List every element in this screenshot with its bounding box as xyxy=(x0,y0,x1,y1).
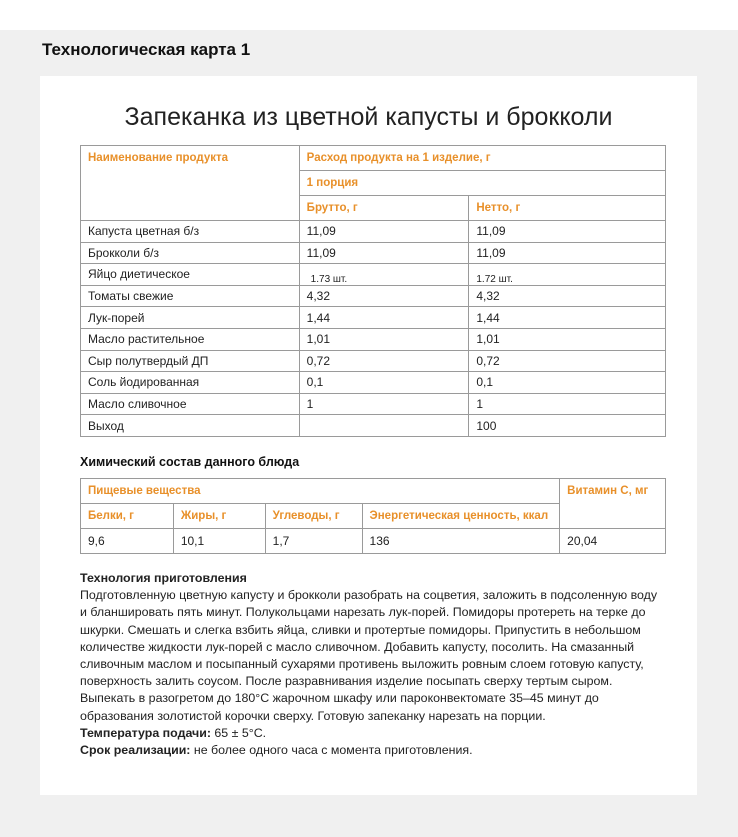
fat-value: 10,1 xyxy=(173,529,265,554)
ingredient-net: 1.72 шт. xyxy=(469,264,666,286)
table-row xyxy=(81,307,666,329)
serving-temperature xyxy=(80,725,666,742)
ingredient-name: Капуста цветная б/з xyxy=(81,221,300,243)
chem-composition-title: Химический состав данного блюда xyxy=(80,455,300,469)
ingredient-name: Масло сливочное xyxy=(81,393,300,415)
ingredient-name: Лук-порей xyxy=(81,307,300,329)
ingredient-net: 1,01 xyxy=(469,328,666,350)
protein-value: 9,6 xyxy=(81,529,174,554)
table-row xyxy=(81,372,666,394)
ingredient-gross: 11,09 xyxy=(299,242,469,264)
ingredient-net: 1 xyxy=(469,393,666,415)
ingredient-gross: 1,44 xyxy=(299,307,469,329)
technology-text: Подготовленную цветную капусту и брокколи разобрать на соцветия, заложить в подсоленную воду и бланшировать пять минут. Полукольцами нарезать лук-порей. Помидоры протереть на терке до шкурки. Смешать и слегка взбить яйца, сливки и протертые помидоры. Припустить в небольшом количестве жидкости лук-порей с масло сливочном. Добавить капусту, посолить. На смазанный сливочным маслом и посыпанный сухарями противень выложить ровным слоем готовую капусту, поверхность залить соусом. После разравнивания изделие посыпать сверху тертым сыром. Выпекать в разогретом до 180°С жарочном шкафу или пароконвектомате 35–45 минут до образования золотистой корочки сверху. Готовую запеканку нарезать на порции. xyxy=(80,588,658,723)
table-row-yield xyxy=(81,415,666,437)
shelf-life xyxy=(80,742,666,759)
serving-temp-label: Температура подачи: xyxy=(80,725,211,740)
ingredient-net: 1,44 xyxy=(469,307,666,329)
table-row xyxy=(81,350,666,372)
col-header-protein: Белки, г xyxy=(81,504,174,529)
table-row xyxy=(81,264,666,286)
ingredient-name: Сыр полутвердый ДП xyxy=(81,350,300,372)
ingredient-name: Масло растительное xyxy=(81,328,300,350)
ingredient-name: Соль йодированная xyxy=(81,372,300,394)
carbs-value: 1,7 xyxy=(265,529,362,554)
ingredients-table xyxy=(80,145,666,437)
ingredient-gross: 1 xyxy=(299,393,469,415)
shelf-life-value: не более одного часа с момента приготовления. xyxy=(190,743,473,758)
table-row xyxy=(81,242,666,264)
ingredient-gross: 1,01 xyxy=(299,328,469,350)
card-label: Технологическая карта 1 xyxy=(42,40,251,59)
col-header-name: Наименование продукта xyxy=(81,146,300,221)
ingredient-name: Выход xyxy=(81,415,300,437)
table-row xyxy=(81,221,666,243)
col-header-fat: Жиры, г xyxy=(173,504,265,529)
table-row xyxy=(81,529,666,554)
table-row xyxy=(81,285,666,307)
ingredient-name: Брокколи б/з xyxy=(81,242,300,264)
ingredient-name: Яйцо диетическое xyxy=(81,264,300,286)
col-header-carbs: Углеводы, г xyxy=(265,504,362,529)
col-header-gross: Брутто, г xyxy=(299,196,469,221)
ingredient-net: 0,72 xyxy=(469,350,666,372)
table-row xyxy=(81,328,666,350)
ingredient-gross: 1.73 шт. xyxy=(299,264,469,286)
ingredient-name: Томаты свежие xyxy=(81,285,300,307)
technology-title: Технология приготовления xyxy=(80,571,247,585)
ingredient-gross xyxy=(299,415,469,437)
vitamin-c-value: 20,04 xyxy=(560,529,666,554)
col-header-consumption: Расход продукта на 1 изделие, г xyxy=(299,146,665,171)
shelf-life-label: Срок реализации: xyxy=(80,743,191,758)
table-row xyxy=(81,393,666,415)
energy-value: 136 xyxy=(362,529,560,554)
ingredient-gross: 4,32 xyxy=(299,285,469,307)
ingredient-net: 0,1 xyxy=(469,372,666,394)
ingredient-gross: 0,1 xyxy=(299,372,469,394)
chem-composition-table xyxy=(80,478,666,554)
ingredient-net: 11,09 xyxy=(469,242,666,264)
dish-title: Запеканка из цветной капусты и брокколи xyxy=(124,103,613,131)
ingredient-net: 4,32 xyxy=(469,285,666,307)
ingredient-gross: 11,09 xyxy=(299,221,469,243)
col-header-net: Нетто, г xyxy=(469,196,666,221)
serving-temp-value: 65 ± 5°С. xyxy=(210,725,267,740)
col-header-energy: Энергетическая ценность, ккал xyxy=(362,504,560,529)
technology-section xyxy=(80,570,666,759)
ingredient-net: 100 xyxy=(469,415,666,437)
col-header-portion: 1 порция xyxy=(299,171,665,196)
ingredient-net: 11,09 xyxy=(469,221,666,243)
col-header-nutrients: Пищевые вещества xyxy=(81,479,560,504)
recipe-card xyxy=(40,76,697,795)
col-header-vitamin-c: Витамин С, мг xyxy=(560,479,666,529)
ingredient-gross: 0,72 xyxy=(299,350,469,372)
